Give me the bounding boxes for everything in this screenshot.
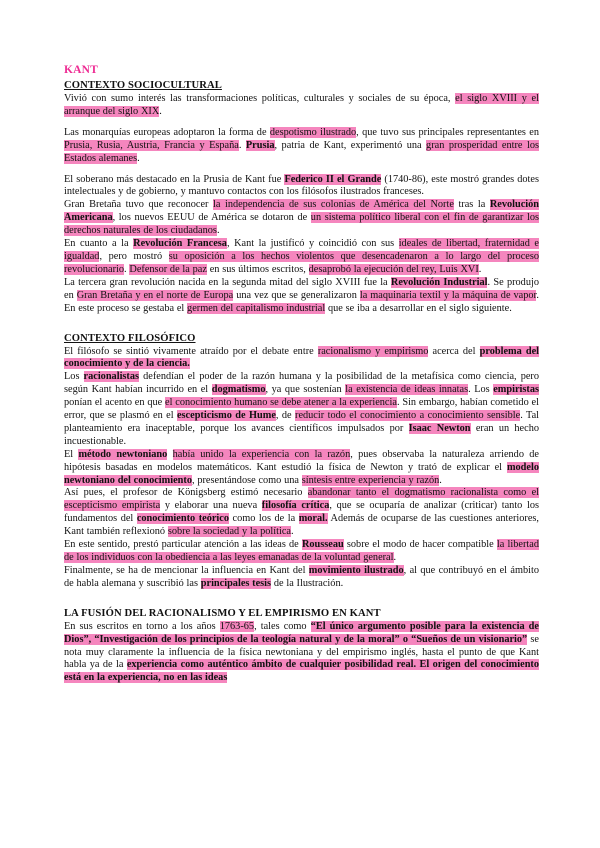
highlighted-text: problema del conocimiento y de la ciencia. <box>64 345 540 370</box>
highlighted-text: conocimiento teórico <box>136 513 229 525</box>
highlighted-text: su oposición a los hechos violentos que desencadenaron a lo largo del proceso revolucionario <box>64 250 539 275</box>
paragraph <box>64 199 539 238</box>
body-text: , de <box>275 410 296 422</box>
body-text: . <box>238 139 246 151</box>
body-text: acerca del <box>428 345 480 357</box>
highlighted-text: racionalismo y empirismo <box>317 345 429 357</box>
paragraph <box>64 371 539 448</box>
body-text: , que tuvo sus principales representantes en <box>356 126 539 138</box>
highlighted-text: Prusia, Rusia, Austria, Francia y España <box>64 139 239 151</box>
highlighted-text: Revolución Francesa <box>133 238 227 250</box>
body-text: . <box>137 152 140 164</box>
body-text: ponían el acento en que <box>64 397 166 409</box>
highlighted-text: método newtoniano <box>78 448 168 460</box>
highlighted-text: síntesis entre experiencia y razón <box>301 474 440 486</box>
highlighted-text: dogmatismo <box>211 384 266 396</box>
body-text <box>167 449 172 460</box>
body-text: Así pues, el profesor de Königsberg estimó necesario <box>64 487 308 499</box>
body-text: Gran Bretaña tuvo que reconocer <box>64 199 213 211</box>
highlighted-text: la independencia de sus colonias de América del Norte <box>213 199 454 211</box>
body-text: . En este proceso se gestaba el <box>64 289 539 314</box>
highlighted-text: abandonar tanto el dogmatismo racionalista como el escepticismo empirista <box>64 487 539 512</box>
highlighted-text: Rousseau <box>301 539 344 551</box>
highlighted-text: un sistema político liberal con el fin de garantizar los derechos naturales de los ciudadanos <box>64 212 539 237</box>
body-text: . <box>290 526 294 538</box>
body-text: como los de la <box>229 513 299 525</box>
body-text: El filósofo se sintió vivamente atraído por el debate entre <box>64 345 318 357</box>
body-text: , presentándose como una <box>191 474 302 486</box>
body-text: , los nuevos EEUU de América se dotaron de <box>112 212 311 224</box>
body-text: . Los <box>468 384 494 396</box>
highlighted-text: sobre la sociedad y la política <box>167 526 291 538</box>
body-text: . <box>393 552 397 563</box>
body-text: sobre el modo de hacer compatible <box>343 539 497 551</box>
body-text: . <box>478 263 482 275</box>
body-text: . <box>439 474 442 486</box>
highlighted-text: desaprobó la ejecución del rey, Luis XVI <box>308 263 479 275</box>
body-text: . Se produjo en <box>64 276 539 301</box>
paragraph <box>64 346 539 372</box>
highlighted-text: Isaac Newton <box>408 422 471 434</box>
paragraph <box>64 449 539 488</box>
paragraph <box>64 93 539 119</box>
highlighted-text: el conocimiento humano se debe atener a la experiencia <box>165 397 397 409</box>
body-text: , al que contribuyó en el ámbito de habla alemana y suscribió las <box>64 564 539 589</box>
body-text: que se iba a desarrollar en el siglo siguiente. <box>325 302 512 314</box>
body-text: , ya que sostenían <box>265 384 346 396</box>
section-heading: LA FUSIÓN DEL RACIONALISMO Y EL EMPIRISMO EN KANT <box>64 607 381 619</box>
highlighted-text: 1763-65 <box>219 620 255 632</box>
highlighted-text: el siglo XVIII y el arranque del siglo XIX <box>64 93 539 117</box>
body-text: En cuanto a la <box>64 238 134 250</box>
body-text: Finalmente, se ha de mencionar la influencia en Kant del <box>64 564 309 576</box>
body-text: tras la <box>453 199 490 211</box>
document-content <box>64 64 539 685</box>
highlighted-text: la libertad de los individuos con la obediencia a las leyes emanadas de la voluntad general <box>64 539 539 563</box>
body-text: se nota muy claramente la influencia de la física newtoniana y del empirismo inglés, hasta el punto de que Kant habla ya de la <box>64 633 539 671</box>
body-text: El <box>64 448 79 460</box>
body-text: (1740-86), este mostró grandes dotes intelectuales y de gobierno, y mantuvo contactos con los filósofos ilustrados franceses. <box>64 173 539 198</box>
highlighted-text: moral. <box>298 513 328 525</box>
highlighted-text: germen del capitalismo industrial <box>187 302 326 314</box>
highlighted-text: racionalistas <box>83 371 140 383</box>
body-text: En este sentido, prestó particular atención a las ideas de <box>64 539 302 551</box>
highlighted-text: filosofía crítica <box>261 500 330 512</box>
highlighted-text: “El único argumento posible para la existencia de Dios”, “Investigación de los principios de la teología natural y de la moral” o “Sueños de un visionario” <box>64 620 539 645</box>
body-text: Además de ocuparse de las cuestiones anteriores, Kant también reflexionó <box>64 513 539 538</box>
body-text: En sus escritos en torno a los años <box>64 620 220 632</box>
body-text: una vez que se generalizaron <box>233 289 360 301</box>
highlighted-text: Revolución Industrial <box>390 276 488 288</box>
highlighted-text: movimiento ilustrado <box>308 564 404 576</box>
highlighted-text: Revolución Americana <box>64 199 540 224</box>
paragraph <box>64 565 539 591</box>
highlighted-text: había unido la experiencia con la razón <box>172 448 351 460</box>
highlighted-text: Prusia <box>245 139 275 151</box>
highlighted-text: despotismo ilustrado <box>269 126 357 138</box>
body-text: Los <box>64 371 84 383</box>
body-text: en sus últimos escritos, <box>206 263 309 275</box>
highlighted-text: la maquinaria textil y la máquina de vapor <box>359 289 537 301</box>
paragraph <box>64 487 539 539</box>
body-text: Las monarquías europeas adoptaron la forma de <box>64 126 270 138</box>
body-text: . <box>216 225 220 237</box>
body-text: , pues observaba la naturaleza arriendo de hipótesis basadas en modelos matemáticos. Kant estudió la física de Newton y trató de explicar el <box>64 448 540 473</box>
paragraph <box>64 277 539 316</box>
body-text: de la Ilustración. <box>271 577 344 589</box>
highlighted-text: Defensor de la paz <box>129 263 207 275</box>
highlighted-text: reducir todo el conocimiento a conocimiento sensible <box>295 410 521 422</box>
body-text: Vivió con sumo interés las transformaciones políticas, culturales y sociales de su época, <box>64 93 456 104</box>
body-text: y elaborar una nueva <box>160 500 262 512</box>
body-text: , Kant la justificó y coincidió con sus <box>226 238 399 250</box>
highlighted-text: gran prosperidad entre los Estados alemanes <box>64 139 539 164</box>
body-text: , patria de Kant, experimentó una <box>274 139 427 151</box>
body-text: El soberano más destacado en la Prusia de Kant fue <box>64 173 285 185</box>
body-text: , tales como <box>254 620 311 632</box>
highlighted-text: modelo newtoniano del conocimiento <box>64 461 539 486</box>
highlighted-text: principales tesis <box>200 577 272 589</box>
highlighted-text: escepticismo de Hume <box>176 410 276 422</box>
paragraph <box>64 621 539 686</box>
body-text: La tercera gran revolución nacida en la segunda mitad del siglo XVIII fue la <box>64 276 391 288</box>
section-heading: CONTEXTO FILOSÓFICO <box>64 332 196 344</box>
body-text: eran un hecho incuestionable. <box>64 422 539 447</box>
paragraph <box>64 539 539 565</box>
highlighted-text: Federico II el Grande <box>284 173 382 185</box>
paragraph <box>64 238 539 277</box>
body-text: , que se ocuparía de analizar (criticar) tanto los fundamentos del <box>64 500 540 525</box>
body-text: . Tal planteamiento era inaceptable, porque los avances científicos impulsados por <box>64 410 540 434</box>
body-text: defendían el poder de la razón humana y la posibilidad de la metafísica como ciencia, pero según Kant habían incurrido en el <box>64 371 540 396</box>
body-text: , pero mostró <box>99 250 169 262</box>
highlighted-text: Gran Bretaña y en el norte de Europa <box>76 289 234 301</box>
document-body <box>64 79 539 685</box>
paragraph <box>64 127 539 166</box>
highlighted-text: ideales de libertad, fraternidad e igualdad <box>64 238 539 262</box>
paragraph-spacer <box>64 119 539 127</box>
highlighted-text: experiencia como auténtico ámbito de cualquier posibilidad real. El origen del conocimiento está en la experiencia, no en las ideas <box>64 659 539 684</box>
body-text: . <box>159 105 162 117</box>
paragraph <box>64 174 539 200</box>
body-text: . Sin embargo, habían cometido el error, que se plasmó en el <box>64 397 539 422</box>
highlighted-text: empiristas <box>493 384 539 396</box>
paragraph-spacer <box>64 166 539 174</box>
section-heading: CONTEXTO SOCIOCULTURAL <box>64 80 222 91</box>
body-text: . <box>124 263 130 275</box>
highlighted-text: la existencia de ideas innatas <box>345 384 469 396</box>
document-title: KANT <box>64 64 99 76</box>
